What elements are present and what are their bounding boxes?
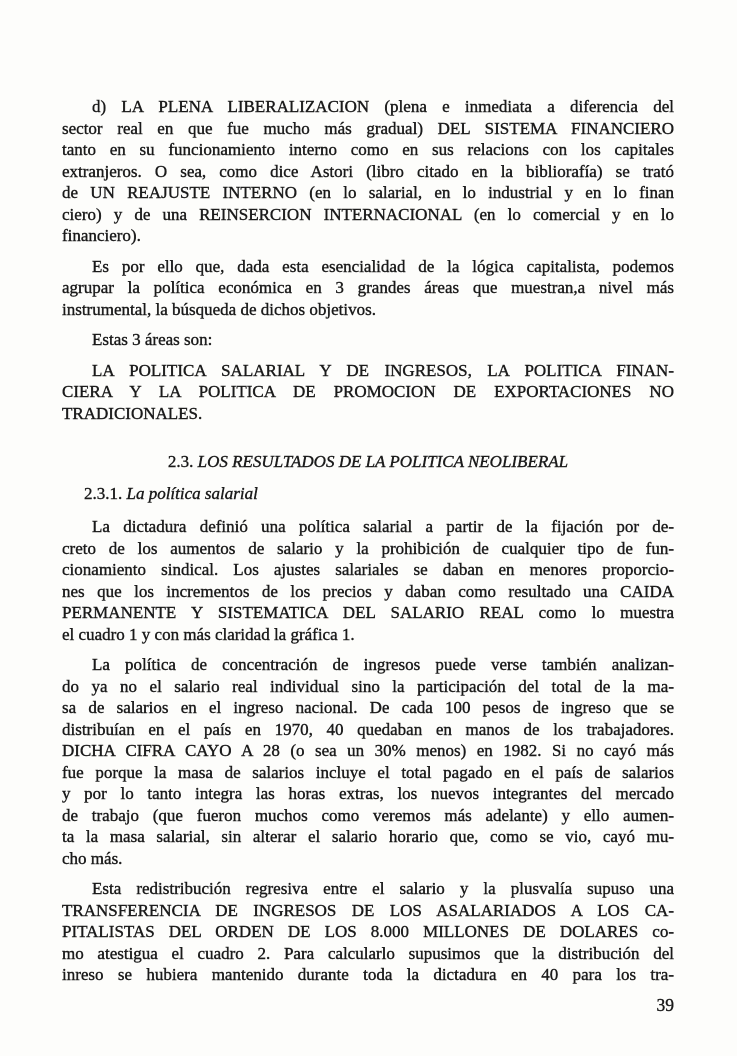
text-line: sa de salarios en el ingreso nacional. De cada 100 pesos de ingreso que se (62, 698, 674, 717)
text-line: de trabajo (que fueron muchos como veremos más adelante) y ello aumen- (62, 805, 674, 825)
text-line: el cuadro 1 y con más claridad la gráfica 1. (62, 624, 355, 644)
paragraph (62, 96, 674, 247)
heading-title: La política salarial (126, 483, 258, 503)
text-line: TRADICIONALES. (62, 403, 203, 423)
text-line: nes que los incrementos de los precios y daban como resultado una CAIDA (62, 581, 674, 601)
text-line: PITALISTAS DEL ORDEN DE LOS 8.000 MILLONES DE DOLARES co- (62, 922, 674, 941)
text-line: Esta redistribución regresiva entre el salario y la plusvalía supuso una (92, 879, 674, 898)
paragraph (62, 329, 674, 351)
text-line: Es por ello que, dada esta esencialidad de la lógica capitalista, podemos (92, 256, 674, 276)
text-line: d) LA PLENA LIBERALIZACION (plena e inmediata a diferencia del (92, 97, 674, 116)
text-line: tanto en su funcionamiento interno como en sus relacions con los capitales (62, 140, 674, 159)
text-line: sector real en que fue mucho más gradual) DEL SISTEMA FINANCIERO (62, 118, 674, 138)
heading-number: 2.3.1. (84, 483, 127, 503)
paragraph (62, 360, 674, 425)
text-line: financiero). (62, 226, 141, 245)
heading-title: LOS RESULTADOS DE LA POLITICA NEOLIBERAL (197, 452, 569, 471)
text-line: creto de los aumentos de salario y la prohibición de cualquier tipo de fun- (62, 538, 674, 558)
paragraph (62, 256, 674, 321)
text-line: CIERA Y LA POLITICA DE PROMOCION DE EXPORTACIONES NO (62, 382, 674, 401)
text-line: fue porque la masa de salarios incluye el total pagado en el país de salarios (62, 762, 674, 782)
text-line: de UN REAJUSTE INTERNO (en lo salarial, en lo industrial y en lo finan (62, 183, 674, 202)
text-line: inreso se hubiera mantenido durante toda la dictadura en 40 para los tra- (62, 965, 674, 984)
text-line: mo atestigua el cuadro 2. Para calcularlo supusimos que la distribución del (62, 943, 674, 963)
text-line: TRANSFERENCIA DE INGRESOS DE LOS ASALARIADOS A LOS CA- (62, 900, 674, 920)
text-line: y por lo tanto integra las horas extras, los nuevos integrantes del mercado (62, 784, 674, 803)
paragraph (62, 654, 674, 869)
text-line: do ya no el salario real individual sino la participación del total de la ma- (62, 676, 674, 696)
text-column (62, 96, 674, 986)
text-line: LA POLITICA SALARIAL Y DE INGRESOS, LA POLITICA FINAN- (92, 360, 674, 380)
text-line: distribuían en el país en 1970, 40 quedaban en manos de los trabajadores. (62, 719, 674, 739)
text-line: ciero) y de una REINSERCION INTERNACIONAL (en lo comercial y en lo (62, 204, 674, 224)
subsection-heading (84, 483, 674, 505)
section-heading (62, 451, 674, 473)
heading-number: 2.3. (167, 452, 198, 471)
paragraph (62, 878, 674, 986)
text-line: cionamiento sindical. Los ajustes salariales se daban en menores proporcio- (62, 560, 674, 579)
page-number: 39 (656, 994, 674, 1015)
text-line: ta la masa salarial, sin alterar el salario horario que, como se vio, cayó mu- (62, 827, 674, 846)
text-line: instrumental, la búsqueda de dichos objetivos. (62, 299, 376, 319)
text-line: Estas 3 áreas son: (92, 330, 213, 349)
text-line: La política de concentración de ingresos puede verse también analizan- (92, 655, 674, 674)
paragraph (62, 516, 674, 645)
text-line: La dictadura definió una política salarial a partir de la fijación por de- (92, 517, 674, 536)
text-line: extranjeros. O sea, como dice Astori (libro citado en la bibliorafía) se trató (62, 161, 674, 181)
text-line: PERMANENTE Y SISTEMATICA DEL SALARIO REAL como lo muestra (62, 603, 674, 622)
text-line: DICHA CIFRA CAYO A 28 (o sea un 30% menos) en 1982. Si no cayó más (62, 741, 674, 760)
text-line: agrupar la política económica en 3 grandes áreas que muestran,a nivel más (62, 278, 674, 297)
text-line: cho más. (62, 848, 123, 868)
